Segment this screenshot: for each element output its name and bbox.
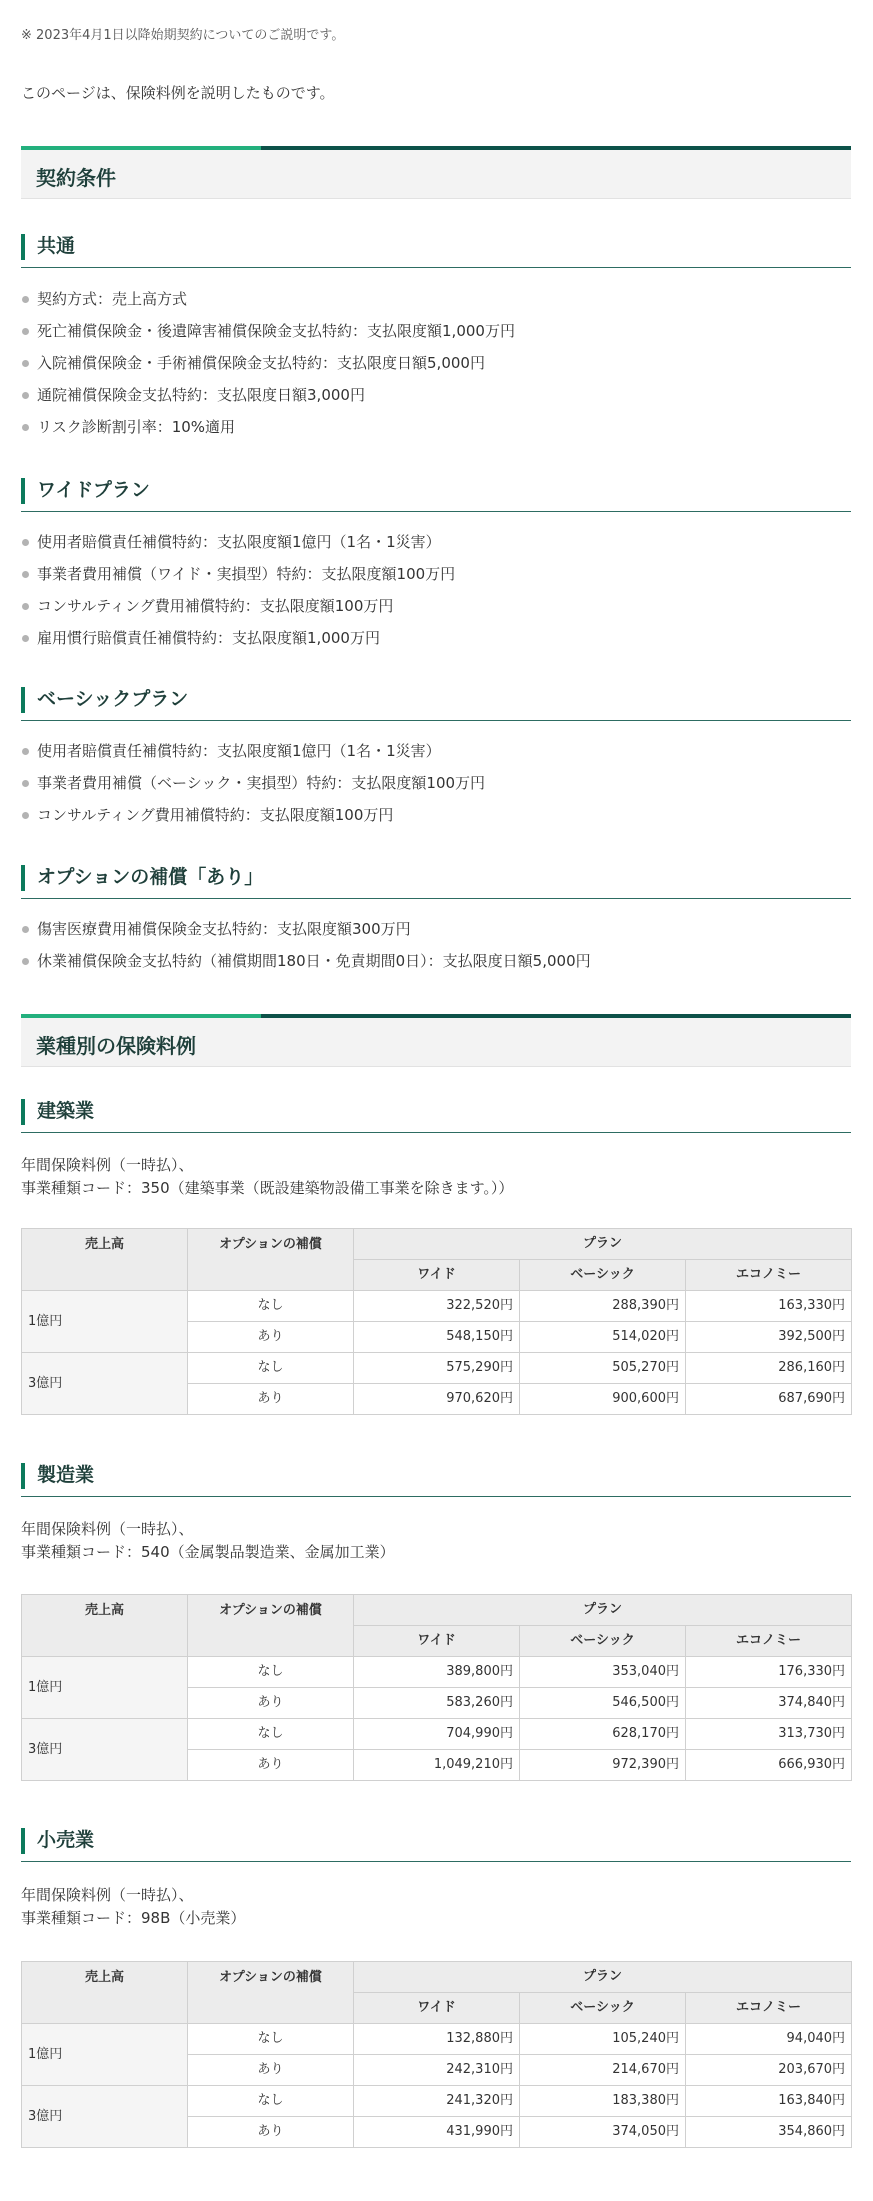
economy-header: エコノミー [686, 1993, 852, 2024]
premium-examples-heading [21, 1014, 851, 1067]
basic-premium-cell: 628,170円 [520, 1719, 686, 1750]
revenue-cell: 1億円 [22, 1657, 188, 1719]
contract-conditions-heading [21, 146, 851, 199]
wide-header: ワイド [354, 1993, 520, 2024]
economy-premium-cell: 163,840円 [686, 2086, 852, 2117]
economy-premium-cell: 286,160円 [686, 1353, 852, 1384]
list-item: 使用者賠償責任補償特約：支払限度額1億円（1名・1災害） [21, 526, 455, 558]
revenue-cell: 1億円 [22, 1291, 188, 1353]
revenue-header: 売上高 [22, 1962, 188, 2024]
description-line: 年間保険料例（一時払）、 [21, 1886, 194, 1904]
basic-premium-cell: 374,050円 [520, 2117, 686, 2148]
economy-premium-cell: 313,730円 [686, 1719, 852, 1750]
basic-premium-cell: 288,390円 [520, 1291, 686, 1322]
subsection-title: ベーシックプラン [37, 688, 189, 710]
retail-heading [21, 1826, 851, 1862]
construction-premium-table [21, 1228, 852, 1415]
wide-premium-cell: 548,150円 [354, 1322, 520, 1353]
basic-premium-cell: 514,020円 [520, 1322, 686, 1353]
wide-premium-cell: 431,990円 [354, 2117, 520, 2148]
option-cell: あり [188, 2055, 354, 2086]
table-row [22, 1291, 852, 1322]
list-item: 事業者費用補償（ベーシック・実損型）特約：支払限度額100万円 [21, 767, 485, 799]
list-item: 休業補償保険金支払特約（補償期間180日・免責期間0日）：支払限度日額5,000円 [21, 945, 591, 977]
wide-plan-heading [21, 476, 851, 512]
subsection-title: オプションの補償「あり」 [37, 866, 264, 888]
basic-header: ベーシック [520, 1993, 686, 2024]
table-row [22, 1657, 852, 1688]
list-item: 事業者費用補償（ワイド・実損型）特約：支払限度額100万円 [21, 558, 455, 590]
plan-header: プラン [354, 1595, 852, 1626]
economy-premium-cell: 392,500円 [686, 1322, 852, 1353]
plan-header: プラン [354, 1962, 852, 1993]
economy-premium-cell: 163,330円 [686, 1291, 852, 1322]
wide-premium-cell: 242,310円 [354, 2055, 520, 2086]
wide-premium-cell: 575,290円 [354, 1353, 520, 1384]
section-title: 業種別の保険料例 [36, 1034, 196, 1058]
option-cell: あり [188, 2117, 354, 2148]
list-item: コンサルティング費用補償特約：支払限度額100万円 [21, 590, 455, 622]
table-row [22, 1353, 852, 1384]
table-row [22, 2086, 852, 2117]
list-item: 入院補償保険金・手術補償保険金支払特約：支払限度日額5,000円 [21, 347, 515, 379]
economy-premium-cell: 687,690円 [686, 1384, 852, 1415]
economy-premium-cell: 94,040円 [686, 2024, 852, 2055]
wide-premium-cell: 322,520円 [354, 1291, 520, 1322]
basic-premium-cell: 183,380円 [520, 2086, 686, 2117]
option-cell: なし [188, 2086, 354, 2117]
revenue-cell: 3億円 [22, 2086, 188, 2148]
option-cell: なし [188, 1657, 354, 1688]
description-line: 年間保険料例（一時払）、 [21, 1156, 194, 1174]
economy-premium-cell: 176,330円 [686, 1657, 852, 1688]
manufacturing-description [21, 1518, 395, 1564]
basic-header: ベーシック [520, 1260, 686, 1291]
wide-plan-list [21, 526, 455, 654]
list-item: 雇用慣行賠償責任補償特約：支払限度額1,000万円 [21, 622, 455, 654]
option-cell: あり [188, 1384, 354, 1415]
wide-premium-cell: 970,620円 [354, 1384, 520, 1415]
economy-header: エコノミー [686, 1260, 852, 1291]
basic-premium-cell: 353,040円 [520, 1657, 686, 1688]
basic-premium-cell: 546,500円 [520, 1688, 686, 1719]
list-item: 契約方式：売上高方式 [21, 283, 515, 315]
subsection-title: 共通 [37, 235, 76, 257]
common-conditions-list [21, 283, 515, 443]
economy-header: エコノミー [686, 1626, 852, 1657]
construction-heading [21, 1097, 851, 1133]
description-line: 事業種類コード：98B（小売業） [21, 1909, 246, 1927]
basic-plan-list [21, 735, 485, 831]
option-cell: あり [188, 1688, 354, 1719]
wide-premium-cell: 704,990円 [354, 1719, 520, 1750]
subsection-title: ワイドプラン [37, 479, 150, 501]
intro-text: このページは、保険料例を説明したものです。 [21, 84, 335, 102]
table-row [22, 1719, 852, 1750]
heading-accent-bar [21, 865, 25, 891]
economy-premium-cell: 203,670円 [686, 2055, 852, 2086]
heading-accent-bar [21, 687, 25, 713]
revenue-cell: 3億円 [22, 1353, 188, 1415]
description-line: 事業種類コード：540（金属製品製造業、金属加工業） [21, 1543, 395, 1561]
retail-premium-table [21, 1961, 852, 2148]
list-item: 使用者賠償責任補償特約：支払限度額1億円（1名・1災害） [21, 735, 485, 767]
construction-description [21, 1154, 513, 1200]
common-heading [21, 232, 851, 268]
wide-premium-cell: 241,320円 [354, 2086, 520, 2117]
option-header: オプションの補償 [188, 1962, 354, 2024]
wide-premium-cell: 132,880円 [354, 2024, 520, 2055]
economy-premium-cell: 354,860円 [686, 2117, 852, 2148]
economy-premium-cell: 666,930円 [686, 1750, 852, 1781]
economy-premium-cell: 374,840円 [686, 1688, 852, 1719]
revenue-cell: 1億円 [22, 2024, 188, 2086]
basic-plan-heading [21, 685, 851, 721]
table-row [22, 2024, 852, 2055]
option-cell: なし [188, 1353, 354, 1384]
option-cell: なし [188, 2024, 354, 2055]
option-cell: なし [188, 1291, 354, 1322]
subsection-title: 製造業 [37, 1464, 95, 1486]
plan-header: プラン [354, 1229, 852, 1260]
basic-premium-cell: 900,600円 [520, 1384, 686, 1415]
section-title: 契約条件 [36, 166, 116, 190]
heading-accent-bar [21, 478, 25, 504]
option-list [21, 913, 591, 977]
wide-header: ワイド [354, 1626, 520, 1657]
list-item: 死亡補償保険金・後遺障害補償保険金支払特約：支払限度額1,000万円 [21, 315, 515, 347]
manufacturing-heading [21, 1461, 851, 1497]
option-cell: あり [188, 1750, 354, 1781]
heading-accent-bar [21, 1828, 25, 1854]
list-item: 通院補償保険金支払特約：支払限度日額3,000円 [21, 379, 515, 411]
basic-header: ベーシック [520, 1626, 686, 1657]
revenue-header: 売上高 [22, 1595, 188, 1657]
list-item: 傷害医療費用補償保険金支払特約：支払限度額300万円 [21, 913, 591, 945]
heading-accent-bar [21, 234, 25, 260]
heading-accent-bar [21, 1099, 25, 1125]
wide-premium-cell: 389,800円 [354, 1657, 520, 1688]
option-cell: なし [188, 1719, 354, 1750]
list-item: リスク診断割引率：10%適用 [21, 411, 515, 443]
list-item: コンサルティング費用補償特約：支払限度額100万円 [21, 799, 485, 831]
subsection-title: 建築業 [37, 1100, 95, 1122]
option-header: オプションの補償 [188, 1595, 354, 1657]
wide-premium-cell: 583,260円 [354, 1688, 520, 1719]
heading-accent-bar [21, 1463, 25, 1489]
description-line: 事業種類コード：350（建築事業（既設建築物設備工事業を除きます。）） [21, 1179, 514, 1197]
manufacturing-premium-table [21, 1594, 852, 1781]
basic-premium-cell: 972,390円 [520, 1750, 686, 1781]
basic-premium-cell: 505,270円 [520, 1353, 686, 1384]
notice-text: ※ 2023年4月1日以降始期契約についてのご説明です。 [21, 28, 345, 43]
wide-header: ワイド [354, 1260, 520, 1291]
description-line: 年間保険料例（一時払）、 [21, 1520, 194, 1538]
option-cell: あり [188, 1322, 354, 1353]
basic-premium-cell: 105,240円 [520, 2024, 686, 2055]
option-header: オプションの補償 [188, 1229, 354, 1291]
basic-premium-cell: 214,670円 [520, 2055, 686, 2086]
revenue-cell: 3億円 [22, 1719, 188, 1781]
revenue-header: 売上高 [22, 1229, 188, 1291]
subsection-title: 小売業 [37, 1829, 95, 1851]
retail-description [21, 1884, 245, 1930]
option-heading [21, 863, 851, 899]
wide-premium-cell: 1,049,210円 [354, 1750, 520, 1781]
